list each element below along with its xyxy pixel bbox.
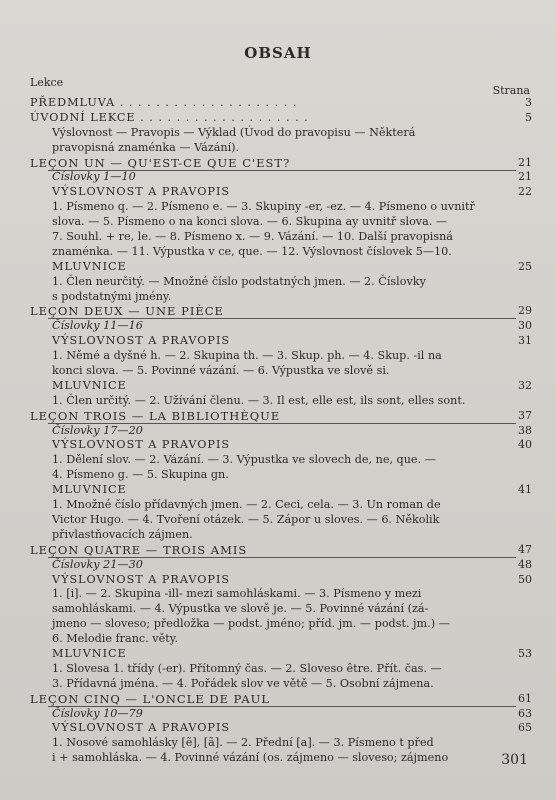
toc-page-number: 48	[518, 557, 532, 571]
toc-page-number: 3	[525, 96, 532, 109]
toc-entry-text: znaménka. — 11. Výpustka v ce, que. — 12. Výslovnost číslovek 5—10.	[52, 244, 452, 258]
toc-entry-text: VÝSLOVNOST A PRAVOPIS	[52, 721, 231, 735]
toc-entry-text: 1. Množné číslo přídavných jmen. — 2. Ceci, cela. — 3. Un roman de	[52, 498, 441, 512]
toc-entry-text: LEÇON DEUX — UNE PIÈCE	[30, 304, 224, 319]
toc-line	[30, 349, 532, 364]
toc-line	[30, 379, 532, 394]
toc-page-number: 22	[518, 185, 532, 199]
toc-entry-text: přivlastňovacích zájmen.	[52, 527, 193, 541]
toc-page-number: 63	[518, 706, 532, 720]
toc-entry-text: Victor Hugo. — 4. Tvoření otázek. — 5. Zápor u sloves. — 6. Několik	[52, 512, 440, 526]
toc-line	[30, 215, 532, 230]
toc-line	[30, 230, 532, 245]
toc-entry-text: Číslovky 1—10	[52, 170, 136, 184]
toc-line	[30, 498, 532, 513]
toc-line	[30, 587, 532, 602]
toc-page-number: 30	[518, 319, 532, 333]
toc-entry-text: Číslovky 21—30	[52, 557, 143, 571]
toc-line	[30, 96, 532, 111]
toc-entry-text: jmeno — sloveso; předložka — podst. jméno; příd. jm. — podst. jm.) —	[52, 617, 450, 631]
page-number: 301	[501, 752, 528, 768]
toc-entry-text: s podstatnými jmény.	[52, 289, 172, 303]
toc-entry-text: ÚVODNÍ LEKCE . . . . . . . . . . . . . . . . . . .	[30, 110, 309, 124]
toc-page-number: 50	[518, 572, 532, 586]
toc-line	[30, 632, 532, 647]
page-title: OBSAH	[244, 44, 312, 62]
toc-page-number: 53	[518, 646, 532, 660]
toc-line	[30, 736, 532, 751]
toc-page-number: 65	[518, 721, 532, 735]
toc-line	[30, 662, 532, 677]
toc-entry-text: 1. Dělení slov. — 2. Vázání. — 3. Výpustka ve slovech de, ne, que. —	[52, 453, 436, 467]
toc-line	[30, 647, 532, 662]
column-header-page: Strana	[492, 84, 530, 97]
toc-page-number: 37	[518, 408, 532, 422]
toc-entry-text: 1. Člen neurčitý. — Množné číslo podstatných jmen. — 2. Číslovky	[52, 274, 426, 288]
toc-page-number: 40	[518, 438, 532, 452]
toc-entry-text: 1. Člen určitý. — 2. Užívání členu. — 3. Il est, elle est, ils sont, elles sont.	[52, 393, 466, 407]
toc-entry-text: pravopisná znaménka — Vázání).	[52, 140, 240, 154]
toc-page-number: 41	[518, 483, 532, 497]
toc-line	[30, 707, 532, 722]
toc-page-number: 61	[518, 691, 532, 705]
toc-entry-text: 7. Souhl. + re, le. — 8. Písmeno x. — 9. Vázání. — 10. Další pravopisná	[52, 230, 453, 244]
toc-entry-text: Číslovky 17—20	[52, 423, 143, 437]
toc-line	[30, 558, 532, 573]
toc-page-number: 21	[518, 155, 532, 169]
toc-line	[30, 453, 532, 468]
toc-line	[30, 573, 532, 588]
toc-page-number: 32	[518, 378, 532, 392]
toc-line	[30, 275, 532, 290]
toc-entry-text: MLUVNICE	[52, 483, 127, 497]
toc-entry-text: 1. [i]. — 2. Skupina -ill- mezi samohláskami. — 3. Písmeno y mezi	[52, 587, 422, 601]
toc-page-number: 25	[518, 259, 532, 273]
toc-lesson-heading	[30, 409, 532, 424]
toc-entry-text: LEÇON QUATRE — TROIS AMIS	[30, 542, 248, 557]
toc-entry-text: Výslovnost — Pravopis — Výklad (Úvod do pravopisu — Některá	[52, 125, 416, 139]
toc-entry-text: slova. — 5. Písmeno o na konci slova. — 6. Skupina ay uvnitř slova. —	[52, 215, 448, 229]
toc-line	[30, 260, 532, 275]
toc-line	[30, 111, 532, 126]
toc-entry-text: VÝSLOVNOST A PRAVOPIS	[52, 185, 231, 199]
toc-line	[30, 751, 532, 766]
toc-lesson-heading	[30, 543, 532, 558]
toc-entry-text: Číslovky 10—79	[52, 706, 143, 720]
toc-entry-text: LEÇON TROIS — LA BIBLIOTHÈQUE	[30, 408, 281, 423]
toc-entry-text: i + samohláska. — 4. Povinné vázání (os. zájmeno — sloveso; zájmeno	[52, 751, 449, 765]
toc-entry-text: 1. Němé a dyšné h. — 2. Skupina th. — 3. Skup. ph. — 4. Skup. -il na	[52, 349, 442, 363]
toc-page-number: 47	[518, 542, 532, 556]
toc-page-number: 38	[518, 423, 532, 437]
toc-line	[30, 394, 532, 409]
toc-entry-text: LEÇON CINQ — L'ONCLE DE PAUL	[30, 691, 270, 706]
toc-line	[30, 677, 532, 692]
toc-entry-text: 6. Melodie franc. věty.	[52, 632, 179, 646]
toc-page-number: 29	[518, 304, 532, 318]
toc-line	[30, 483, 532, 498]
toc-entry-text: Číslovky 11—16	[52, 319, 143, 333]
toc-entry-text: 1. Slovesa 1. třídy (-er). Přítomný čas. — 2. Sloveso être. Přít. čas. —	[52, 661, 442, 675]
toc-lesson-heading	[30, 304, 532, 319]
toc-line	[30, 617, 532, 632]
toc-line	[30, 319, 532, 334]
toc-line	[30, 290, 532, 305]
toc-entry-text: 1. Písmeno q. — 2. Písmeno e. — 3. Skupiny -er, -ez. — 4. Písmeno o uvnitř	[52, 200, 475, 214]
toc-page-number: 21	[518, 170, 532, 184]
toc-entry-text: 1. Nosové samohlásky [ẽ], [ã]. — 2. Přední [a]. — 3. Písmeno t před	[52, 736, 434, 750]
toc-page-number: 5	[525, 110, 532, 124]
toc-lesson-heading	[30, 156, 532, 171]
toc-entry-text: VÝSLOVNOST A PRAVOPIS	[52, 334, 231, 348]
toc-line	[30, 528, 532, 543]
toc-entry-text: MLUVNICE	[52, 646, 127, 660]
toc-entry-text: samohláskami. — 4. Výpustka ve slově je. — 5. Povinné vázání (zá-	[52, 602, 429, 616]
toc-line	[30, 721, 532, 736]
table-of-contents	[30, 96, 532, 766]
toc-line	[30, 200, 532, 215]
toc-entry-text: VÝSLOVNOST A PRAVOPIS	[52, 438, 231, 452]
toc-line	[30, 602, 532, 617]
toc-entry-text: PŘEDMLUVA . . . . . . . . . . . . . . . . . . . .	[30, 96, 298, 109]
column-header-lesson: Lekce	[30, 76, 64, 89]
toc-entry-text: konci slova. — 5. Povinné vázání. — 6. Výpustka ve slově si.	[52, 364, 390, 378]
toc-entry-text: MLUVNICE	[52, 378, 127, 392]
toc-entry-text: LEÇON UN — QU'EST-CE QUE C'EST?	[30, 155, 291, 170]
toc-line	[30, 468, 532, 483]
toc-line	[30, 334, 532, 349]
toc-line	[30, 245, 532, 260]
toc-entry-text: VÝSLOVNOST A PRAVOPIS	[52, 572, 231, 586]
toc-line	[30, 170, 532, 185]
toc-line	[30, 438, 532, 453]
toc-line	[30, 513, 532, 528]
toc-line	[30, 364, 532, 379]
toc-entry-text: 3. Přídavná jména. — 4. Pořádek slov ve větě — 5. Osobní zájmena.	[52, 676, 434, 690]
toc-line	[30, 126, 532, 141]
toc-page-number: 31	[518, 334, 532, 348]
toc-entry-text: 4. Písmeno g. — 5. Skupina gn.	[52, 468, 229, 482]
toc-line	[30, 424, 532, 439]
toc-line	[30, 185, 532, 200]
toc-line	[30, 141, 532, 156]
toc-entry-text: MLUVNICE	[52, 259, 127, 273]
toc-lesson-heading	[30, 692, 532, 707]
